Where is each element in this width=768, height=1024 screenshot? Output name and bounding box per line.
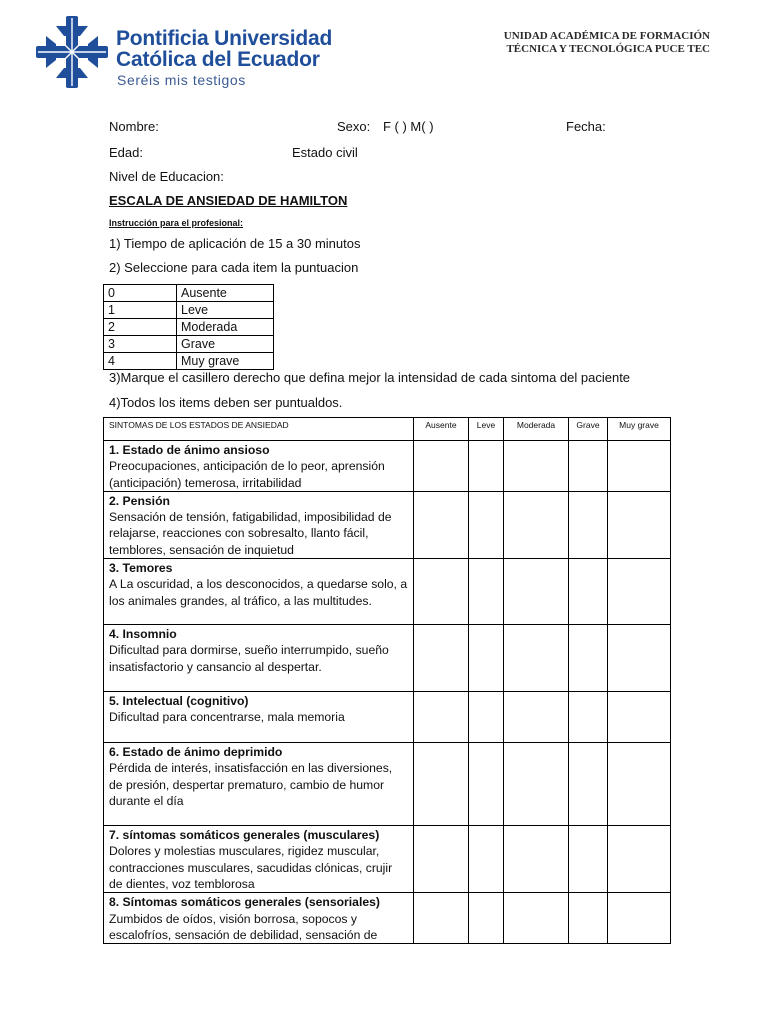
academic-unit-line1: UNIDAD ACADÉMICA DE FORMACIÓN <box>503 30 710 42</box>
checkbox-muy-grave[interactable] <box>608 692 671 743</box>
table-row <box>104 826 671 893</box>
symptom-title: 4. Insomnio <box>109 627 177 642</box>
date-label: Fecha: <box>566 119 606 134</box>
symptom-title: 5. Intelectual (cognitivo) <box>109 694 249 709</box>
checkbox-muy-grave[interactable] <box>608 826 671 893</box>
scale-value: 4 <box>104 353 177 370</box>
scale-row <box>104 336 274 353</box>
academic-unit-line2: TÉCNICA Y TECNOLÓGICA PUCE TEC <box>506 43 710 55</box>
checkbox-leve[interactable] <box>469 743 504 826</box>
checkbox-ausente[interactable] <box>414 559 469 625</box>
symptom-title: 7. síntomas somáticos generales (musculares) <box>109 828 380 843</box>
symptom-description: Preocupaciones, anticipación de lo peor, aprensión (anticipación) temerosa, irritabilidad <box>109 459 385 490</box>
checkbox-moderada[interactable] <box>504 441 569 492</box>
sex-label: Sexo: <box>337 119 371 134</box>
age-label: Edad: <box>109 145 143 160</box>
checkbox-leve[interactable] <box>469 491 504 558</box>
checkbox-ausente[interactable] <box>414 491 469 558</box>
symptom-description: Dificultad para dormirse, sueño interrumpido, sueño insatisfactorio y cansancio al despertar. <box>109 643 389 674</box>
name-label: Nombre: <box>109 119 159 134</box>
symptom-description: Pérdida de interés, insatisfacción en las diversiones, de presión, despertar prematuro, cambio de humor durante el día <box>109 761 393 808</box>
scale-row <box>104 302 274 319</box>
checkbox-grave[interactable] <box>569 893 608 944</box>
sex-options: F ( ) M( ) <box>383 119 434 134</box>
checkbox-ausente[interactable] <box>414 893 469 944</box>
checkbox-moderada[interactable] <box>504 491 569 558</box>
checkbox-ausente[interactable] <box>414 441 469 492</box>
checkbox-moderada[interactable] <box>504 625 569 692</box>
symptom-cell <box>104 625 414 692</box>
university-motto: Seréis mis testigos <box>117 72 246 88</box>
checkbox-grave[interactable] <box>569 743 608 826</box>
checkbox-muy-grave[interactable] <box>608 491 671 558</box>
symptom-cell <box>104 441 414 492</box>
education-label: Nivel de Educacion: <box>109 169 224 184</box>
symptom-title: 6. Estado de ánimo deprimido <box>109 745 283 760</box>
symptom-title: 2. Pensión <box>109 493 170 508</box>
checkbox-muy-grave[interactable] <box>608 559 671 625</box>
symptom-cell <box>104 559 414 625</box>
checkbox-ausente[interactable] <box>414 625 469 692</box>
header-leve: Leve <box>469 418 504 441</box>
instruction-step-2: 2) Seleccione para cada item la puntuacion <box>109 260 359 275</box>
checkbox-grave[interactable] <box>569 826 608 893</box>
table-row <box>104 692 671 743</box>
table-row <box>104 559 671 625</box>
checkbox-ausente[interactable] <box>414 826 469 893</box>
checkbox-grave[interactable] <box>569 491 608 558</box>
symptom-cell <box>104 893 414 944</box>
checkbox-leve[interactable] <box>469 441 504 492</box>
header-symptoms: SINTOMAS DE LOS ESTADOS DE ANSIEDAD <box>104 418 414 441</box>
table-row <box>104 441 671 492</box>
checkbox-muy-grave[interactable] <box>608 625 671 692</box>
table-row <box>104 625 671 692</box>
checkbox-leve[interactable] <box>469 893 504 944</box>
symptom-title: 8. Síntomas somáticos generales (sensoriales) <box>109 895 380 910</box>
symptom-description: Dificultad para concentrarse, mala memoria <box>109 710 345 725</box>
checkbox-leve[interactable] <box>469 692 504 743</box>
checkbox-muy-grave[interactable] <box>608 743 671 826</box>
header-muy-grave: Muy grave <box>608 418 671 441</box>
symptom-cell <box>104 491 414 558</box>
scale-value: 2 <box>104 319 177 336</box>
checkbox-grave[interactable] <box>569 692 608 743</box>
checkbox-muy-grave[interactable] <box>608 441 671 492</box>
checkbox-ausente[interactable] <box>414 692 469 743</box>
scale-value: 1 <box>104 302 177 319</box>
scale-value: 0 <box>104 285 177 302</box>
checkbox-leve[interactable] <box>469 559 504 625</box>
scale-label: Moderada <box>177 319 274 336</box>
header-moderada: Moderada <box>504 418 569 441</box>
instruction-step-4: 4)Todos los items deben ser puntualdos. <box>109 395 343 410</box>
instruction-step-3: 3)Marque el casillero derecho que defina mejor la intensidad de cada sintoma del paciente <box>109 370 631 385</box>
checkbox-moderada[interactable] <box>504 559 569 625</box>
checkbox-grave[interactable] <box>569 559 608 625</box>
checkbox-leve[interactable] <box>469 625 504 692</box>
civil-status-label: Estado civil <box>292 145 358 160</box>
table-row <box>104 893 671 944</box>
scale-label: Leve <box>177 302 274 319</box>
symptoms-table <box>103 417 671 944</box>
table-row <box>104 491 671 558</box>
university-name-line2: Católica del Ecuador <box>116 48 320 71</box>
university-logo-icon <box>34 14 110 90</box>
checkbox-moderada[interactable] <box>504 826 569 893</box>
symptom-description: Dolores y molestias musculares, rigidez muscular, contracciones musculares, sacudidas clónicas, crujir de dientes, voz temblorosa <box>109 844 393 891</box>
scale-label: Muy grave <box>177 353 274 370</box>
checkbox-muy-grave[interactable] <box>608 893 671 944</box>
university-name <box>116 28 332 70</box>
scale-row <box>104 285 274 302</box>
symptom-cell <box>104 692 414 743</box>
header-ausente: Ausente <box>414 418 469 441</box>
symptom-description: Sensación de tensión, fatigabilidad, imposibilidad de relajarse, reacciones con sobresalto, llanto fácil, temblores, sensación de inquietud <box>109 510 392 557</box>
checkbox-moderada[interactable] <box>504 743 569 826</box>
checkbox-grave[interactable] <box>569 625 608 692</box>
symptom-cell <box>104 826 414 893</box>
checkbox-grave[interactable] <box>569 441 608 492</box>
scale-title: ESCALA DE ANSIEDAD DE HAMILTON <box>109 193 348 208</box>
university-name-line1: Pontificia Universidad <box>116 27 333 50</box>
score-scale-table <box>103 284 274 370</box>
academic-unit <box>504 30 710 56</box>
symptom-cell <box>104 743 414 826</box>
checkbox-leve[interactable] <box>469 826 504 893</box>
instruction-step-1: 1) Tiempo de aplicación de 15 a 30 minutos <box>109 236 361 251</box>
symptom-description: Zumbidos de oídos, visión borrosa, sopocos y escalofríos, sensación de debilidad, sensación de <box>109 911 378 942</box>
symptom-title: 3. Temores <box>109 561 173 576</box>
document-header <box>0 0 768 100</box>
checkbox-ausente[interactable] <box>414 743 469 826</box>
checkbox-moderada[interactable] <box>504 893 569 944</box>
scale-label: Grave <box>177 336 274 353</box>
scale-value: 3 <box>104 336 177 353</box>
scale-label: Ausente <box>177 285 274 302</box>
header-grave: Grave <box>569 418 608 441</box>
checkbox-moderada[interactable] <box>504 692 569 743</box>
symptom-description: A La oscuridad, a los desconocidos, a quedarse solo, a los animales grandes, al tráfico, a las multitudes. <box>109 577 408 608</box>
table-header-row <box>104 418 671 441</box>
symptom-title: 1. Estado de ánimo ansioso <box>109 443 270 457</box>
table-row <box>104 743 671 826</box>
scale-row <box>104 319 274 336</box>
scale-row <box>104 353 274 370</box>
instructions-heading: Instrucción para el profesional: <box>109 218 244 228</box>
